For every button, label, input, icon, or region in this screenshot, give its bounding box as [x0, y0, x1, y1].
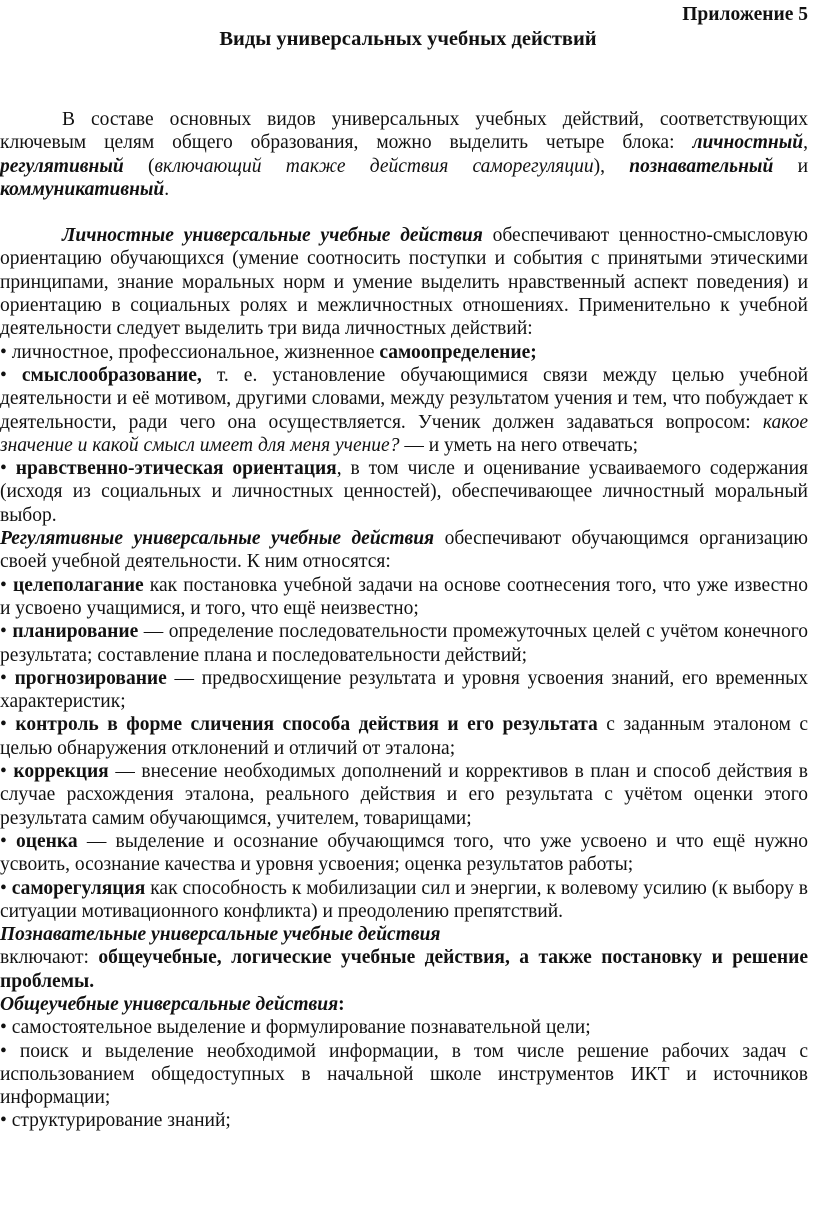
list-item: • самостоятельное выделение и формулирование познавательной цели;: [0, 1017, 591, 1039]
regulatory-paragraph: Регулятивные универсальные учебные действия обеспечивают обучающимся организацию своей учебной деятельности. К ним относятся:: [0, 528, 808, 573]
cognitive-heading: Познавательные универсальные учебные действия: [0, 924, 441, 946]
list-item: • оценка — выделение и осознание обучающимся того, что уже усвоено и что ещё нужно усвоить, осознание качества и уровня усвоения; оценка результатов работы;: [0, 830, 808, 876]
list-item: • контроль в форме сличения способа действия и его результата с заданным эталоном с целью обнаружения отклонений и отличий от эталона;: [0, 714, 808, 759]
document-body: [0, 108, 808, 1133]
list-item: • саморегуляция как способность к мобилизации сил и энергии, к волевому усилию (к выбору в ситуации мотивационного конфликта) и преодолению препятствий.: [0, 877, 809, 922]
list-item: • структурирование знаний;: [0, 1110, 231, 1132]
cognitive-includes: включают: общеучебные, логические учебные действия, а также постановку и решение проблемы.: [0, 947, 808, 992]
list-item: • личностное, профессиональное, жизненное самоопределение;: [0, 341, 537, 363]
page-title: Виды универсальных учебных действий: [219, 28, 597, 50]
general-actions-heading: Общеучебные универсальные действия:: [0, 993, 345, 1015]
personal-paragraph: Личностные универсальные учебные действия обеспечивают ценностно-смысловую ориентацию обучающихся (умение соотносить поступки и события с принятыми этическими принципами, знание моральных норм и умение выделить нравственный аспект поведения) и ориентацию в социальных ролях и межличностных отношениях. Применительно к учебной деятельности следует выделить три вида личностных действий:: [0, 225, 808, 340]
list-item: • коррекция — внесение необходимых дополнений и коррективов в план и способ действия в случае расхождения эталона, реального действия и его результата с учётом оценки этого результата самим обучающимся, учителем, товарищами;: [0, 761, 808, 829]
list-item: • целеполагание как постановка учебной задачи на основе соотнесения того, что уже известно и усвоено учащимися, и того, что ещё неизвестно;: [0, 574, 808, 619]
list-item: • прогнозирование — предвосхищение результата и уровня усвоения знаний, его временных характеристик;: [0, 667, 808, 713]
appendix-label: Приложение 5: [682, 4, 808, 25]
list-item: • смыслообразование, т. е. установление обучающимися связи между целью учебной деятельности и её мотивом, другими словами, между результатом учения и тем, что побуждает к деятельности, ради чего она осуществляется. Ученик должен задаваться вопросом: какое значение и какой смысл имеет для меня учение? — и уметь на него отвечать;: [0, 364, 809, 456]
list-item: • планирование — определение последовательности промежуточных целей с учётом конечного результата; составление плана и последовательности действий;: [0, 621, 808, 666]
list-item: • поиск и выделение необходимой информации, в том числе решение рабочих задач с использованием общедоступных в начальной школе инструментов ИКТ и источников информации;: [0, 1040, 808, 1109]
list-item: • нравственно-этическая ориентация, в том числе и оценивание усваиваемого содержания (исходя из социальных и личностных ценностей), обеспечивающее личностный моральный выбор.: [0, 458, 809, 526]
intro-paragraph: В составе основных видов универсальных учебных действий, соответствующих ключевым целям общего образования, можно выделить четыре блока: личностный, регулятивный (включающий также действия саморегуляции), познавательный и коммуникативный.: [0, 109, 808, 200]
